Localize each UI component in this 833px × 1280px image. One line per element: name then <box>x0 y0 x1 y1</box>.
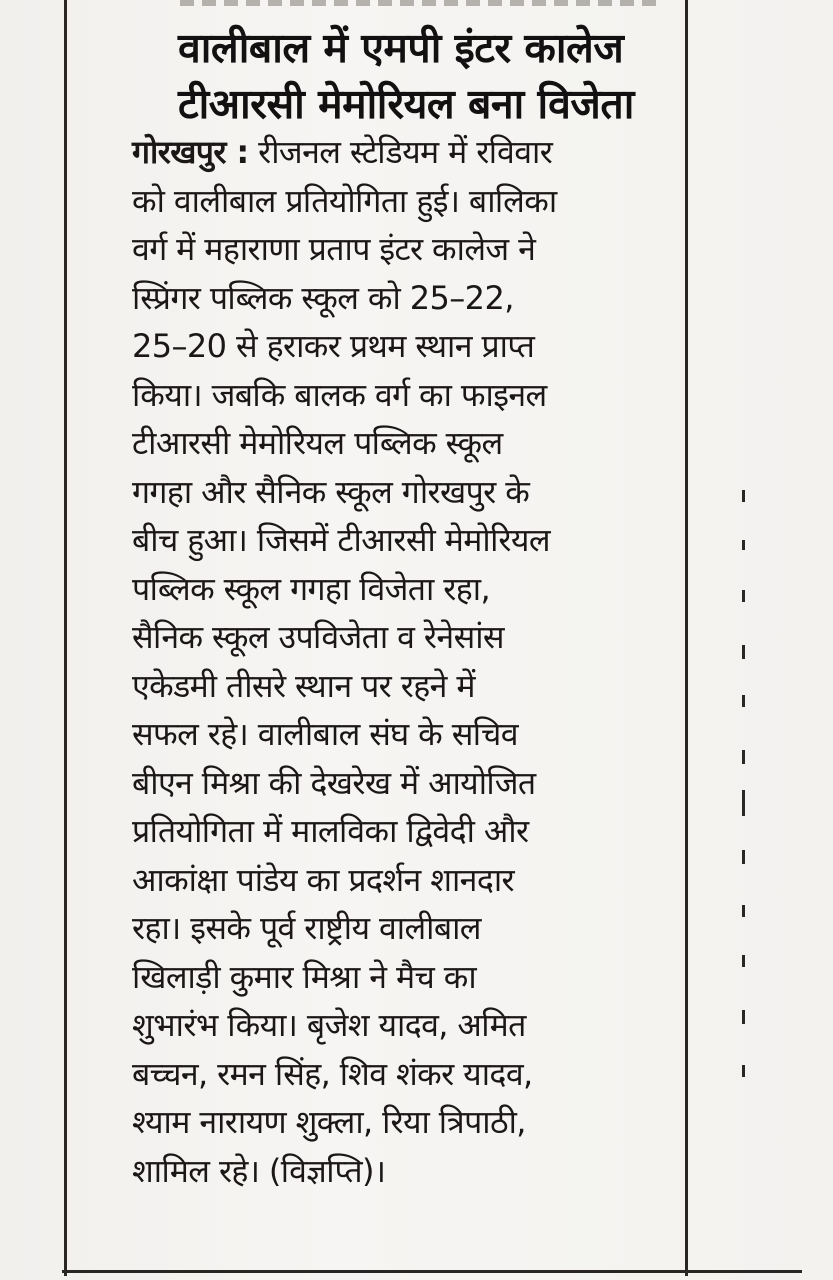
headline-line-1: वालीबाल में एमपी इंटर कालेज <box>178 24 624 72</box>
body-line: पब्लिक स्कूल गगहा विजेता रहा, <box>132 569 491 608</box>
headline-line-2: टीआरसी मेमोरियल बना विजेता <box>178 80 634 128</box>
body-line: श्याम नारायण शुक्ला, रिया त्रिपाठी, <box>132 1103 526 1141</box>
cropped-text-fragment <box>180 0 660 6</box>
dateline: गोरखपुर : <box>132 133 249 171</box>
body-line: एकेडमी तीसरे स्थान पर रहने में <box>132 666 475 705</box>
body-line: शामिल रहे। (विज्ञप्ति)। <box>132 1151 386 1190</box>
margin-mark <box>742 1010 745 1024</box>
margin-mark <box>742 905 745 917</box>
body-line: वर्ग में महाराणा प्रताप इंटर कालेज ने <box>132 230 536 268</box>
body-line: गगहा और सैनिक स्कूल गोरखपुर के <box>132 472 530 511</box>
body-line: सफल रहे। वालीबाल संघ के सचिव <box>132 715 518 753</box>
body-line: स्प्रिंगर पब्लिक स्कूल को 25–22, <box>132 278 514 317</box>
margin-mark <box>742 850 745 864</box>
body-line: रहा। इसके पूर्व राष्ट्रीय वालीबाल <box>132 909 481 947</box>
body-line: को वालीबाल प्रतियोगिता हुई। बालिका <box>132 181 557 220</box>
margin-mark <box>742 955 745 967</box>
column-rule-right <box>685 0 688 1276</box>
margin-mark <box>742 1065 745 1077</box>
body-line-1-text: रीजनल स्टेडियम में रविवार <box>248 133 553 171</box>
margin-mark <box>742 695 745 707</box>
margin-mark <box>742 590 745 602</box>
body-line: प्रतियोगिता में मालविका द्विवेदी और <box>132 812 529 850</box>
body-line: बीएन मिश्रा की देखरेख में आयोजित <box>132 763 536 802</box>
margin-mark <box>742 750 745 764</box>
article-headline <box>178 20 678 132</box>
column-rule-bottom <box>62 1270 802 1273</box>
body-line: किया। जबकि बालक वर्ग का फाइनल <box>132 375 547 414</box>
column-rule-left <box>64 0 67 1276</box>
article-body <box>132 128 677 1195</box>
body-line: खिलाड़ी कुमार मिश्रा ने मैच का <box>132 957 477 996</box>
margin-mark <box>742 790 745 816</box>
body-line: बच्चन, रमन सिंह, शिव शंकर यादव, <box>132 1054 533 1093</box>
margin-mark <box>742 540 745 550</box>
body-line: सैनिक स्कूल उपविजेता व रेनेसांस <box>132 618 504 656</box>
body-line-1 <box>132 128 677 177</box>
margin-mark <box>742 490 745 502</box>
body-line: शुभारंभ किया। बृजेश यादव, अमित <box>132 1006 526 1044</box>
body-line: टीआरसी मेमोरियल पब्लिक स्कूल <box>132 424 503 462</box>
body-line: बीच हुआ। जिसमें टीआरसी मेमोरियल <box>132 521 550 559</box>
body-line: आकांक्षा पांडेय का प्रदर्शन शानदार <box>132 860 514 899</box>
body-line: 25–20 से हराकर प्रथम स्थान प्राप्त <box>132 327 535 365</box>
margin-mark <box>742 645 745 659</box>
